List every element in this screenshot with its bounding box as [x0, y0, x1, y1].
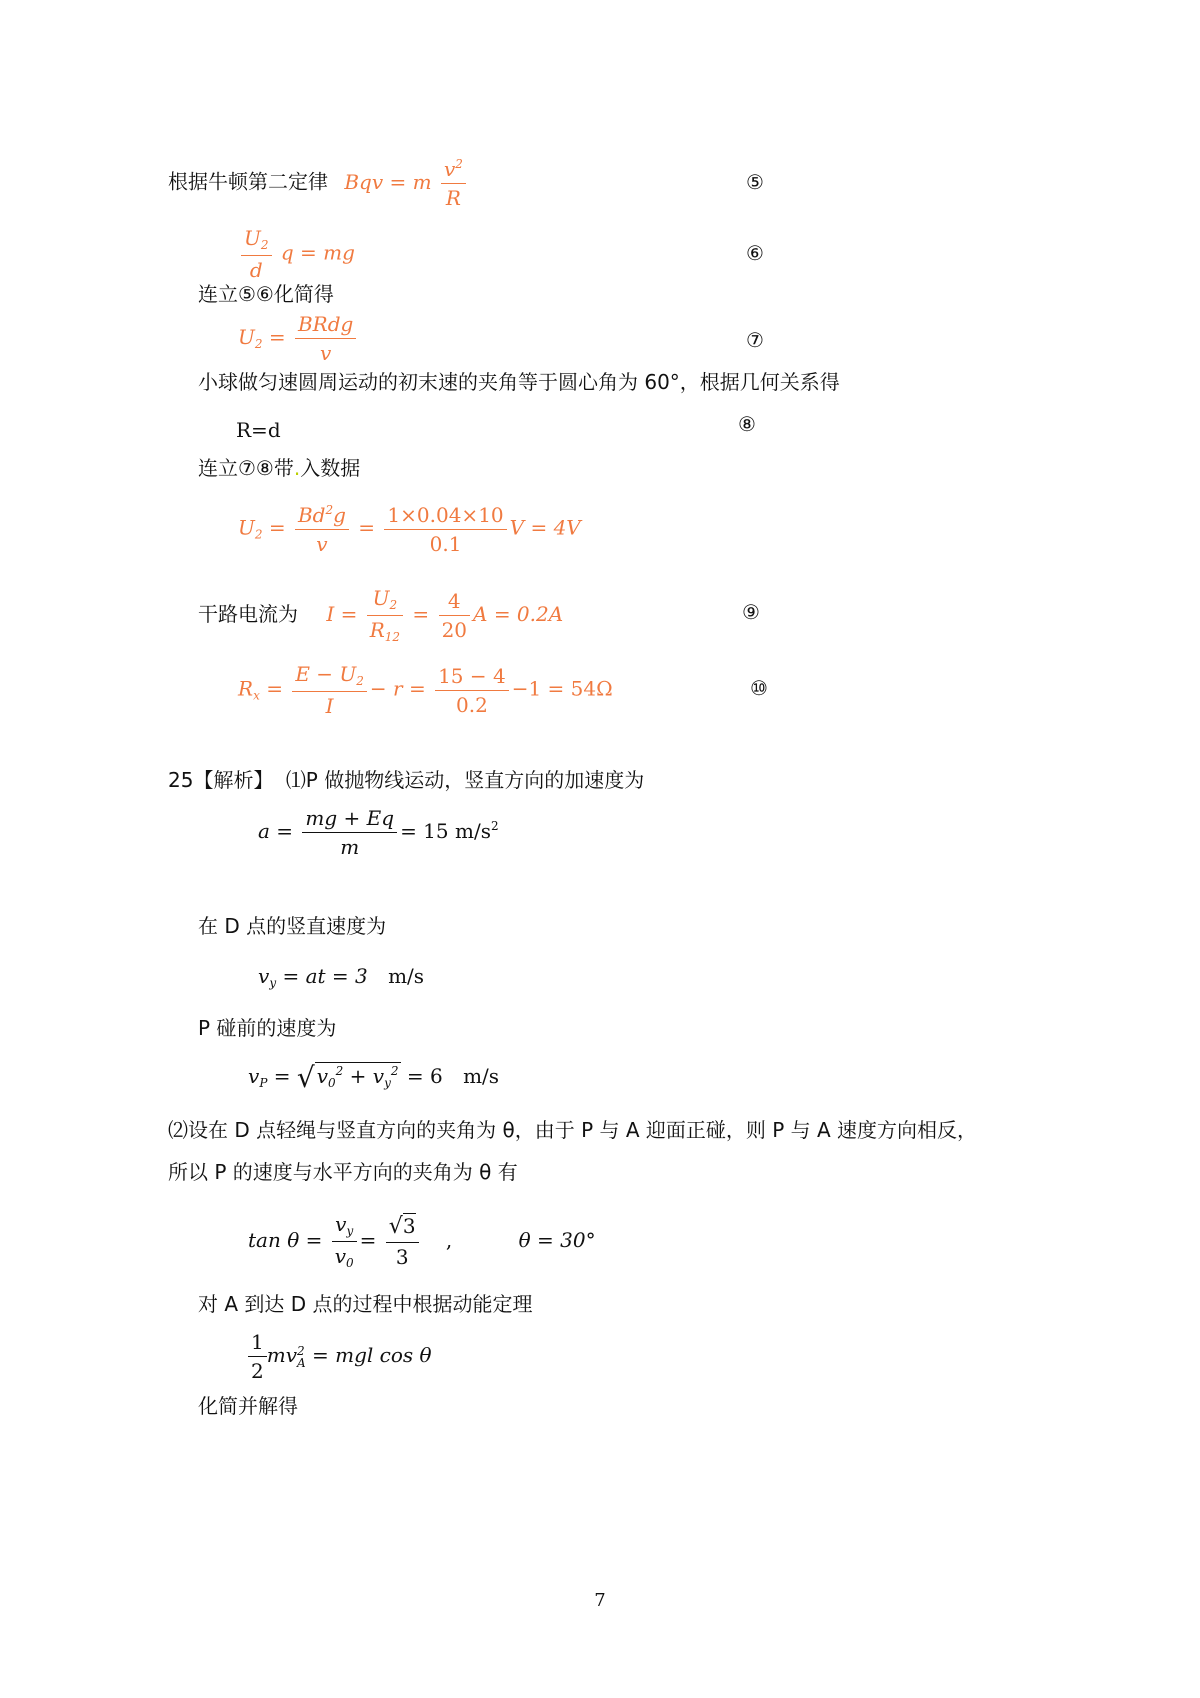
vertical-speed-label: 在 D 点的竖直速度为	[198, 914, 387, 938]
tan-den	[332, 1242, 357, 1269]
eq6-frac	[241, 228, 272, 280]
ke-num: 1	[248, 1332, 267, 1357]
eq9-den2: 20	[441, 618, 468, 642]
tan-comma: ,	[445, 1228, 453, 1252]
eq10-den2: 0.2	[455, 692, 488, 717]
tan-num-sub: y	[346, 1224, 354, 1238]
eq8-num1	[295, 504, 349, 530]
main-current-line	[198, 588, 563, 643]
eq7-eq: =	[262, 325, 286, 349]
combine-78-a: 连立⑦⑧带	[198, 456, 294, 480]
marker-10: ⑩	[750, 676, 768, 700]
accel-tail: = 15 m/s	[400, 819, 491, 843]
vp-r1: v	[316, 1064, 329, 1088]
eq8-sub: 2	[254, 527, 263, 542]
eq10-num2: 15 − 4	[435, 666, 509, 691]
eq6-num-u: U	[244, 226, 261, 250]
eq8-num2: 1×0.04×10	[384, 505, 506, 530]
vp-r1-sup: 2	[335, 1064, 344, 1078]
vp-r1-sub: 0	[328, 1076, 336, 1090]
eq10-sub: x	[253, 688, 260, 703]
eq6-rest: q = mg	[280, 240, 355, 265]
part2-line2: 所以 P 的速度与水平方向的夹角为 θ 有	[168, 1160, 518, 1184]
eq9-den1	[367, 616, 403, 643]
eq5-num-v: v	[443, 157, 456, 181]
problem-25-part1: ⑴P 做抛物线运动，竖直方向的加速度为	[285, 768, 645, 792]
vy-sub: y	[269, 976, 277, 990]
ke-frac	[248, 1332, 267, 1381]
kinetic-energy-eq	[248, 1332, 432, 1381]
marker-5: ⑤	[746, 170, 764, 194]
marker-6: ⑥	[746, 241, 764, 265]
tan-rden: 3	[395, 1245, 409, 1269]
eq10-num1	[292, 664, 367, 692]
eq8-tail: V = 4V	[509, 515, 581, 540]
accel-frac	[302, 808, 397, 857]
eq8-num1-a: Bd	[297, 503, 326, 527]
eq7-den: v	[320, 341, 332, 365]
eq10-den1: I	[325, 694, 334, 718]
tan-rnum-val: 3	[402, 1214, 416, 1238]
vp-v: v	[248, 1064, 260, 1088]
ke-mv: mv	[266, 1343, 297, 1367]
eq9-den1-sub: 12	[384, 630, 401, 644]
tan-den-sub: 0	[346, 1256, 354, 1270]
eq6-num	[241, 228, 272, 256]
eq10-num1-text: E − U	[295, 662, 357, 686]
p-speed-label: P 碰前的速度为	[198, 1016, 337, 1040]
vy-mid: = at = 3	[276, 964, 368, 988]
tan-frac2	[386, 1216, 419, 1267]
tan-frac	[332, 1214, 357, 1269]
accel-num: mg + Eq	[302, 808, 397, 833]
eq10-frac2	[435, 663, 509, 717]
tan-eq	[248, 1214, 596, 1269]
eq8-num1-b: g	[333, 503, 346, 527]
energy-theorem-label: 对 A 到达 D 点的过程中根据动能定理	[198, 1292, 533, 1316]
eq7-num: BRdg	[295, 314, 356, 339]
eq5	[344, 157, 469, 210]
eq5-left: Bqv = m	[344, 169, 432, 194]
eq9-frac2	[439, 591, 470, 640]
green-dot: .	[293, 456, 301, 480]
eq8-left: U	[238, 515, 255, 540]
eq10-tail: −1 = 54Ω	[511, 676, 613, 701]
eq5-num-sup: 2	[455, 157, 463, 171]
vp-unit: m/s	[463, 1064, 500, 1088]
eq9: I = $\frac{U_2}{R_{12}}$ = $\frac{4}{20}$ A = 0.2A	[326, 586, 564, 644]
part2-line1: ⑵设在 D 点轻绳与竖直方向的夹角为 θ，由于 P 与 A 迎面正碰，则 P 与 A 速度方向相反，	[168, 1118, 978, 1142]
page-number: 7	[594, 1590, 606, 1611]
ke-tail: = mgl cos θ	[305, 1343, 432, 1367]
tan-num	[332, 1214, 357, 1242]
tan-left: tan θ =	[248, 1228, 323, 1252]
marker-7: ⑦	[746, 328, 764, 352]
eq5-frac	[441, 158, 466, 208]
vp-eq	[248, 1062, 499, 1092]
eq7	[238, 314, 359, 363]
vp-plus: +	[343, 1064, 373, 1088]
eq5-num	[441, 158, 466, 184]
eq8-den2: 0.1	[429, 531, 462, 556]
eq10-num1-sub: 2	[356, 674, 364, 688]
eq8-den1: v	[316, 532, 328, 556]
eq9-num1-sub: 2	[389, 598, 398, 612]
combine-56-line: 连立⑤⑥化简得	[198, 282, 334, 306]
combine-78-line	[198, 458, 360, 478]
tan-den-v: v	[334, 1244, 347, 1268]
accel-den: m	[340, 835, 360, 859]
geometry-line: 小球做匀速圆周运动的初末速的夹角等于圆心角为 60°，根据几何关系得	[198, 370, 840, 394]
eq10-left: R	[238, 676, 254, 701]
eq8-frac2	[384, 502, 506, 556]
eq-u2-numeric: $U_2$ = $\frac{Bd^2g}{v}$ = $\frac{1\times 0.04\times 10}{0.1}$ V = 4V	[238, 502, 581, 556]
theta-eq: θ = 30°	[518, 1228, 596, 1252]
vp-r2-sup: 2	[390, 1064, 399, 1078]
eq10-mid: − r =	[369, 676, 426, 701]
eq10-frac1	[292, 664, 367, 716]
eq9-frac1	[367, 588, 403, 643]
vy-v: v	[258, 964, 270, 988]
tan-num-v: v	[335, 1212, 347, 1236]
eq9-num1	[367, 588, 403, 616]
eq6-num-sub: 2	[260, 238, 269, 252]
vp-tail: = 6	[400, 1064, 443, 1088]
vy-eq	[258, 966, 424, 989]
eq9-tail: A = 0.2A	[473, 602, 564, 626]
ke-den: 2	[251, 1359, 264, 1383]
r-equals-d: R=d	[236, 418, 281, 442]
tan-rnum: √3	[386, 1216, 419, 1243]
vp-r2: v	[372, 1064, 385, 1088]
ke-sup: 2	[297, 1343, 305, 1358]
eq7-sub: 2	[254, 337, 263, 351]
eq9-left: I =	[326, 602, 358, 626]
combine-78-b: 入数据	[300, 456, 361, 480]
eq9-num2: 4	[439, 591, 470, 616]
ke-sub: A	[297, 1355, 306, 1370]
vp-radicand	[315, 1062, 401, 1089]
newton-label: 根据牛顿第二定律	[168, 169, 328, 194]
accel-left: a =	[258, 819, 294, 843]
eq8-frac1	[295, 504, 349, 554]
eq9-num1-u: U	[372, 586, 390, 610]
simplify-label: 化简并解得	[198, 1394, 298, 1418]
vp-r2-sub: y	[384, 1076, 391, 1090]
marker-8: ⑧	[738, 412, 756, 436]
tan-eq2: =	[359, 1228, 377, 1252]
eq9-den1-r: R	[369, 618, 385, 642]
ke-scripts	[297, 1345, 306, 1369]
eq7-left: U	[238, 325, 255, 349]
vp-eq-sign: =	[267, 1064, 291, 1088]
problem-25-heading	[168, 770, 644, 790]
eq7-frac	[295, 314, 356, 363]
eq8-num1-sup: 2	[325, 503, 334, 517]
eq5-den: R	[445, 186, 461, 210]
sqrt-symbol: √	[296, 1061, 315, 1094]
marker-9: ⑨	[742, 600, 760, 624]
accel-eq	[258, 808, 499, 857]
newton-law-line	[168, 158, 469, 208]
vp-sub: P	[259, 1076, 268, 1090]
accel-sup: 2	[490, 819, 499, 833]
eq6	[238, 228, 355, 280]
eq10: $R_x$ = $\frac{E - U_2}{I}$ − r = $\frac{15 - 4}{0.2}$ −1 = 54Ω	[238, 662, 613, 718]
problem-25-label: 25【解析】	[168, 768, 274, 792]
main-current-label: 干路电流为	[198, 602, 298, 626]
vy-unit: m/s	[388, 964, 425, 988]
eq6-den: d	[249, 258, 263, 282]
